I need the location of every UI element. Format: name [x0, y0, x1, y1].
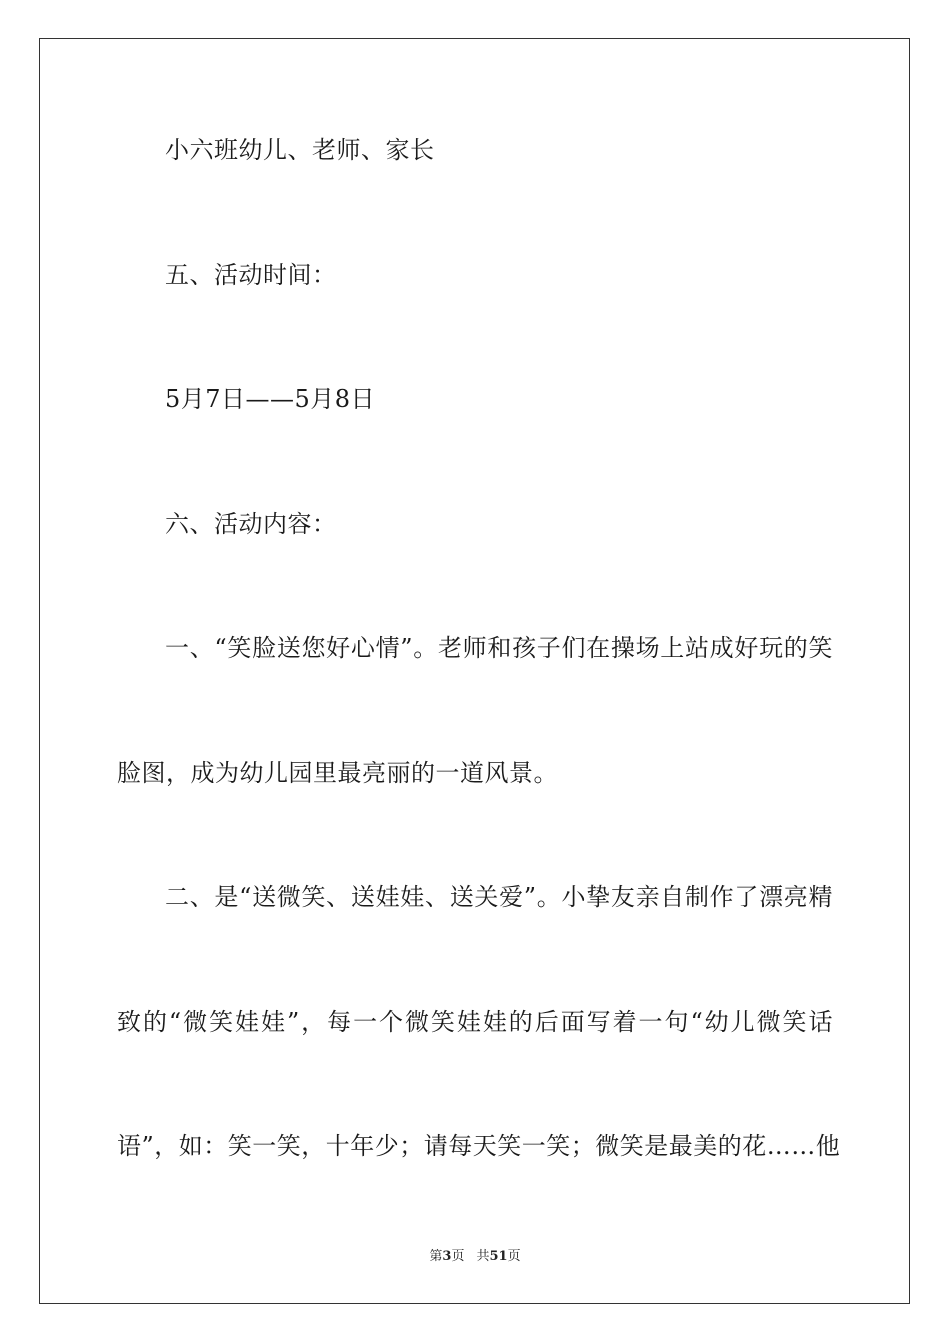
paragraph-activity-dates: 5月7日——5月8日: [165, 385, 376, 413]
page-footer: [0, 1248, 950, 1266]
footer-total-suffix: 页: [507, 1249, 521, 1264]
footer-page-suffix: 页: [451, 1249, 465, 1264]
paragraph-item-one-line-1: 一、“笑脸送您好心情”。老师和孩子们在操场上站成好玩的笑: [165, 634, 833, 662]
paragraph-participants: 小六班幼儿、老师、家长: [165, 136, 435, 164]
paragraph-item-two-line-3: 语”，如：笑一笑，十年少；请每天笑一笑；微笑是最美的花……他: [117, 1132, 841, 1160]
paragraph-item-two-line-2: 致的“微笑娃娃”，每一个微笑娃娃的后面写着一句“幼儿微笑话: [117, 1008, 833, 1036]
footer-page-number: 3: [442, 1249, 452, 1264]
paragraph-item-two-line-1: 二、是“送微笑、送娃娃、送关爱”。小挚友亲自制作了漂亮精: [165, 883, 833, 911]
footer-total-pages: 51: [489, 1249, 508, 1264]
heading-activity-time: 五、活动时间：: [165, 261, 337, 289]
paragraph-item-one-line-2: 脸图，成为幼儿园里最亮丽的一道风景。: [117, 759, 558, 787]
heading-activity-content: 六、活动内容：: [165, 510, 337, 538]
footer-total-prefix: 共: [476, 1249, 490, 1264]
footer-page-prefix: 第: [429, 1249, 443, 1264]
page-border: [39, 38, 910, 1304]
